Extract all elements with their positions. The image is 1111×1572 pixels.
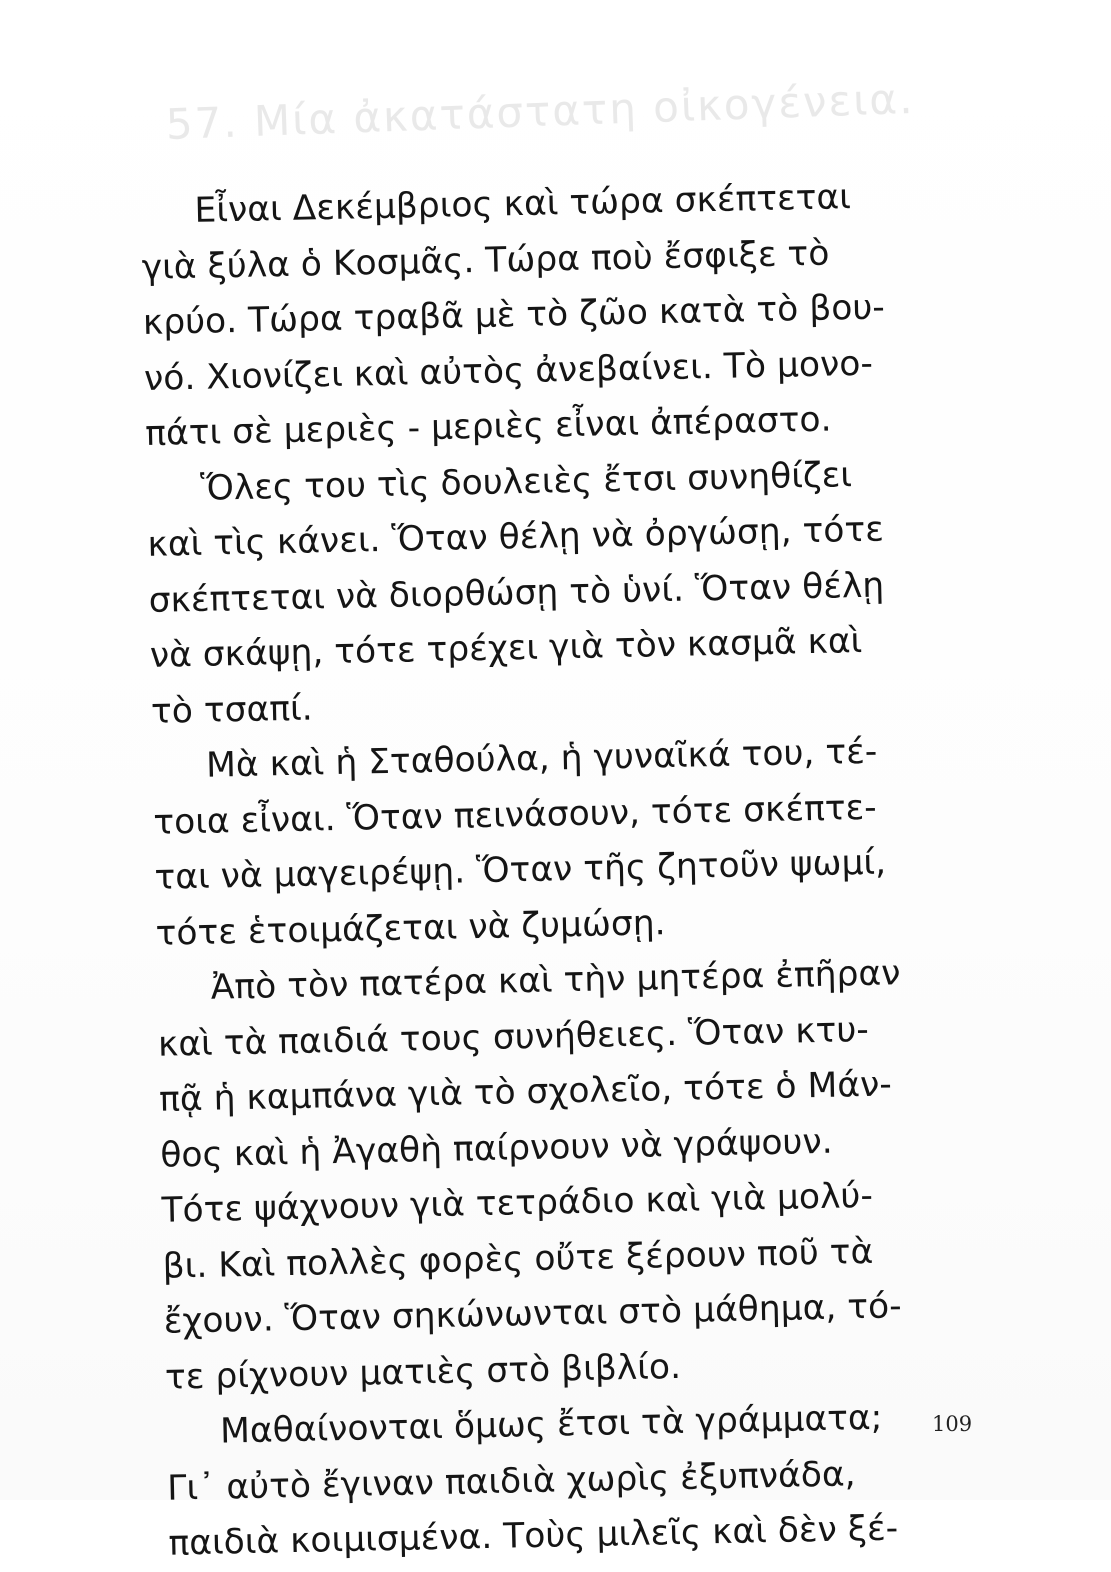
- text-line: καὶ τὰ παιδιά τους συνήθειες. Ὅταν κτυ-: [157, 1009, 870, 1065]
- text-line: βι. Καὶ πολλὲς φορὲς οὔτε ξέρουν ποῦ τὰ: [162, 1231, 874, 1287]
- text-line: Τότε ψάχνουν γιὰ τετράδιο καὶ γιὰ μολύ-: [161, 1175, 874, 1231]
- text-line: πάτι σὲ μεριὲς - μεριὲς εἶναι ἀπέραστο.: [144, 399, 832, 454]
- text-line: τε ρίχνουν ματιὲς στὸ βιβλίο.: [164, 1346, 682, 1398]
- body-text: [140, 167, 1029, 1572]
- text-line: Εἶναι Δεκέμβριος καὶ τώρα σκέπτεται: [194, 177, 852, 231]
- text-line: παιδιὰ κοιμισμένα. Τοὺς μιλεῖς καὶ δὲν ξέ-: [168, 1508, 899, 1564]
- text-line: Μὰ καὶ ἡ Σταθούλα, ἡ γυναῖκά του, τέ-: [205, 731, 878, 786]
- text-line: Μαθαίνονται ὅμως ἔτσι τὰ γράμματα;: [219, 1397, 883, 1452]
- text-line: πᾷ ἡ καμπάνα γιὰ τὸ σχολεῖο, τότε ὁ Μάν-: [158, 1064, 893, 1120]
- text-line: τοια εἶναι. Ὅταν πεινάσουν, τότε σκέπτε-: [152, 787, 878, 843]
- text-line: νὰ σκάψῃ, τότε τρέχει γιὰ τὸν κασμᾶ καὶ: [149, 620, 863, 676]
- text-line: Ἀπὸ τὸν πατέρα καὶ τὴν μητέρα ἐπῆραν: [210, 953, 901, 1008]
- text-line: ται νὰ μαγειρέψῃ. Ὅταν τῆς ζητοῦν ψωμί,: [154, 842, 887, 898]
- text-line: σκέπτεται νὰ διορθώσῃ τὸ ὑνί. Ὅταν θέλῃ: [148, 565, 885, 621]
- chapter-title: 57. Μία ἀκατάστατη οἰκογένεια.: [165, 73, 916, 149]
- text-line: ἔχουν. Ὅταν σηκώνωνται στὸ μάθημα, τό-: [163, 1286, 903, 1342]
- text-line: Ὅλες του τὶς δουλειὲς ἔτσι συνηθίζει: [199, 454, 853, 509]
- text-line: τὸ τσαπί.: [150, 688, 314, 732]
- text-line: νό. Χιονίζει καὶ αὐτὸς ἀνεβαίνει. Τὸ μονο-: [143, 343, 874, 399]
- text-line: κρύο. Τώρα τραβᾶ μὲ τὸ ζῶο κατὰ τὸ βου-: [142, 287, 886, 343]
- text-line: γιὰ ξύλα ὁ Κοσμᾶς. Τώρα ποὺ ἔσφιξε τὸ: [141, 233, 830, 288]
- text-line: θος καὶ ἡ Ἀγαθὴ παίρνουν νὰ γράψουν.: [159, 1121, 834, 1176]
- text-line: καὶ τὶς κάνει. Ὅταν θέλῃ νὰ ὀργώσῃ, τότε: [147, 509, 885, 565]
- text-line: Γι᾿ αὐτὸ ἔγιναν παιδιὰ χωρὶς ἐξυπνάδα,: [166, 1453, 856, 1509]
- text-line: τότε ἑτοιμάζεται νὰ ζυμώσῃ.: [155, 902, 666, 954]
- page-number: 109: [932, 1412, 973, 1436]
